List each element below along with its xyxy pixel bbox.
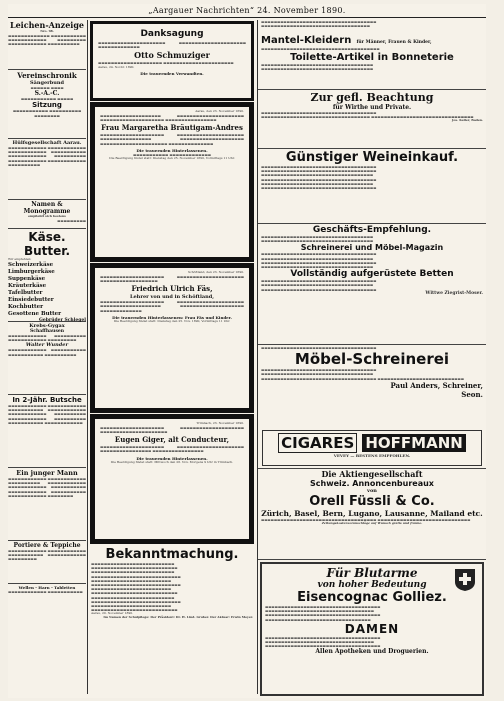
- danksagung-notice: Danksagung ▬▬▬▬▬▬▬▬▬▬▬▬▬▬▬▬▬▬▬▬▬ ▬▬▬▬▬▬▬▬▬▬▬▬▬▬▬▬▬▬▬▬▬ ▬▬▬▬▬▬▬▬▬▬▬▬▬ Otto Schmuziger ▬▬▬▬▬▬▬▬▬▬▬▬▬▬▬▬▬▬▬▬ ▬▬▬▬▬▬▬▬▬▬▬▬▬▬▬▬▬▬▬▬▬▬ Aarau, 24. Novbr. 1890. Die trauernden Verwandten.: [90, 21, 254, 101]
- leichen-text: ▬▬▬▬▬▬▬▬▬▬▬▬▬ ▬▬▬▬▬▬▬▬▬▬▬ ▬▬▬▬▬▬▬▬▬▬▬▬ ▬▬▬▬▬▬▬▬▬ ▬▬▬▬▬▬▬▬▬▬▬▬ ▬▬▬▬▬▬▬▬▬▬: [8, 33, 86, 47]
- vereinschronik-title: Vereinschronik: [17, 71, 77, 80]
- bottom-ad-title: Wellen - Harn - Tabletten: [18, 585, 76, 590]
- portiere-ad: Portiere & Teppiche ▬▬▬▬▬▬▬▬▬▬▬▬ ▬▬▬▬▬▬▬▬▬▬▬▬ ▬▬▬▬▬▬▬▬▬▬▬ ▬▬▬▬▬▬▬▬▬▬▬▬ ▬▬▬▬▬▬▬▬▬: [8, 542, 86, 562]
- header-rule: [8, 17, 486, 18]
- obituary-3-signature: Die trauernden Hinterlassenen.: [136, 455, 208, 461]
- kaese-item: Schweizerkäse: [8, 261, 54, 268]
- leichen-anzeige: [8, 20, 86, 68]
- butsche-ad: In 2-Jähr. Butsche ▬▬▬▬▬▬▬▬▬▬▬▬ ▬▬▬▬▬▬▬▬▬▬▬▬ ▬▬▬▬▬▬▬▬▬▬▬ ▬▬▬▬▬▬▬▬▬▬▬▬ ▬▬▬▬▬▬▬▬▬▬▬▬ ▬▬▬▬▬▬▬▬▬▬ ▬▬▬▬▬▬▬▬▬▬▬▬ ▬▬▬▬▬▬▬▬▬▬ ▬▬▬▬▬▬▬▬▬▬▬ ▬▬▬▬▬▬▬▬▬▬▬▬: [8, 396, 86, 425]
- geschaefts-empfehlung: Geschäfts-Empfehlung. ▬▬▬▬▬▬▬▬▬▬▬▬▬▬▬▬▬▬▬▬▬▬▬▬▬▬▬▬▬▬▬▬▬▬▬ ▬▬▬▬▬▬▬▬▬▬▬▬▬▬▬▬▬▬▬▬▬▬▬▬▬▬▬▬▬▬▬▬▬▬▬ Schreinerei und Möbel-Magazin ▬▬▬▬▬▬▬▬▬▬▬▬▬▬▬▬▬▬▬▬▬▬▬▬▬▬▬▬▬▬▬▬▬▬▬▬ ▬▬▬▬▬▬▬▬▬▬▬▬▬▬▬▬▬▬▬▬▬▬▬▬▬▬▬▬▬▬▬▬▬▬▬ ▬▬▬▬▬▬▬▬▬▬▬▬▬▬▬▬▬▬▬▬▬▬▬▬▬▬▬▬▬▬▬▬▬▬▬▬ ▬▬▬▬▬▬▬▬▬▬▬▬▬▬▬▬▬▬▬▬▬▬▬▬▬▬▬▬▬▬▬▬▬▬▬ Vollständig aufgerüstete Betten ▬▬▬▬▬▬▬▬▬▬▬▬▬▬▬▬▬▬▬▬▬▬▬▬▬▬▬▬▬▬▬▬▬▬▬▬ ▬▬▬▬▬▬▬▬▬▬▬▬▬▬▬▬▬▬▬▬▬▬▬▬▬▬▬▬▬▬▬▬▬▬▬ ▬▬▬▬▬▬▬▬▬▬▬▬▬▬▬▬▬▬▬▬▬▬▬▬▬▬▬▬▬▬▬▬▬▬▬▬ Wittwe Ziegrist-Moser.: [261, 225, 483, 296]
- mantel-suffix: für Männer, Frauen & Kinder,: [356, 40, 432, 46]
- obituary-1-signature: Die trauernden Hinterlassenen.: [136, 147, 208, 153]
- column-left: [8, 20, 86, 694]
- portiere-title: Portiere & Teppiche: [13, 542, 81, 549]
- danksagung-title: Danksagung: [140, 29, 204, 39]
- kaese-item: Suppenkäse: [8, 275, 46, 282]
- anders-place: Seon.: [461, 389, 483, 399]
- ag-subtitle: Schweiz. Annoncenbureaux: [310, 479, 434, 488]
- leichen-title: Leichen-Anzeige: [9, 20, 85, 30]
- obituary-faes: Schöftland, den 23. November 1890. ▬▬▬▬▬▬▬▬▬▬▬▬▬▬▬▬▬▬▬▬ ▬▬▬▬▬▬▬▬▬▬▬▬▬▬▬▬▬▬▬▬▬ ▬▬▬▬▬▬▬▬▬▬▬▬▬▬▬▬▬▬ Friedrich Ulrich Fäs, Lehrer von und in Schöftland, ▬▬▬▬▬▬▬▬▬▬▬▬▬▬▬▬▬▬▬▬ ▬▬▬▬▬▬▬▬▬▬▬▬▬▬▬▬▬▬▬▬▬ ▬▬▬▬▬▬▬▬▬▬▬▬▬▬▬▬▬▬▬ ▬▬▬▬▬▬▬▬▬▬▬▬▬▬▬▬▬▬▬▬ ▬▬▬▬▬▬▬▬▬▬▬▬▬ Die trauernden Hinterlassenen: Frau Fäs und Kinder. Die Beerdigung findet statt: Dienstag den 25. Nov. 1890, Vormittags 11 Uhr.: [90, 263, 254, 413]
- beachtung-ad: Zur gefl. Beachtung für Wirthe und Private. ▬▬▬▬▬▬▬▬▬▬▬▬▬▬▬▬▬▬▬▬▬▬▬▬▬▬▬▬▬▬▬▬▬▬▬▬ ▬▬▬▬▬▬▬▬▬▬▬▬▬▬▬▬▬▬▬▬▬▬▬▬▬▬▬▬▬▬▬▬▬▬ ▬▬▬▬▬▬▬▬▬▬▬▬▬▬▬▬▬▬▬▬▬▬▬▬▬▬▬▬▬▬▬▬ Jos. Keller, Baden.: [261, 91, 483, 123]
- swiss-shield-icon: [454, 568, 476, 592]
- damen-title: DAMEN: [344, 621, 400, 636]
- kaese-item: Gesottene Butter: [8, 310, 62, 317]
- danksagung-place: Aarau, 24. Novbr. 1890.: [98, 64, 135, 69]
- leichen-number: Nro. 98.: [40, 29, 54, 33]
- sac: S.-A.-C.: [34, 90, 60, 98]
- bekanntmachung-title: Bekanntmachung.: [105, 547, 239, 562]
- mantel-kleidern-ad: ▬▬▬▬▬▬▬▬▬▬▬▬▬▬▬▬▬▬▬▬▬▬▬▬▬▬▬▬▬▬▬▬▬▬▬▬ ▬▬▬▬▬▬▬▬▬▬▬▬▬▬▬▬▬▬▬▬▬▬▬▬▬▬▬▬▬▬▬▬▬▬ Mantel-Kleidern für Männer, Frauen & Kinder, ▬▬▬▬▬▬▬▬▬▬▬▬▬▬▬▬▬▬▬▬▬▬▬▬▬▬▬▬▬▬▬▬▬▬▬▬▬ Toilette-Artikel in Bonneterie ▬▬▬▬▬▬▬▬▬▬▬▬▬▬▬▬▬▬▬▬▬▬▬▬▬▬▬▬▬▬▬▬▬▬▬ ▬▬▬▬▬▬▬▬▬▬▬▬▬▬▬▬▬▬▬▬▬▬▬▬▬▬▬▬▬▬▬▬▬▬▬: [258, 20, 486, 88]
- krebs-title: Krebs-Gygax: [29, 323, 65, 329]
- weinkauf-ad: Günstiger Weineinkauf. ▬▬▬▬▬▬▬▬▬▬▬▬▬▬▬▬▬▬▬▬▬▬▬▬▬▬▬▬▬▬▬▬▬▬▬▬ ▬▬▬▬▬▬▬▬▬▬▬▬▬▬▬▬▬▬▬▬▬▬▬▬▬▬▬▬▬▬▬▬▬▬▬▬ ▬▬▬▬▬▬▬▬▬▬▬▬▬▬▬▬▬▬▬▬▬▬▬▬▬▬▬▬▬▬▬▬▬▬▬ ▬▬▬▬▬▬▬▬▬▬▬▬▬▬▬▬▬▬▬▬▬▬▬▬▬▬▬▬▬▬▬▬▬▬▬▬ ▬▬▬▬▬▬▬▬▬▬▬▬▬▬▬▬▬▬▬▬▬▬▬▬▬▬▬▬▬▬▬▬▬▬▬ ▬▬▬▬▬▬▬▬▬▬▬▬▬▬▬▬▬▬▬▬▬▬▬▬▬▬▬▬▬▬▬▬▬▬▬▬: [258, 150, 486, 222]
- danksagung-name: Otto Schmuziger: [134, 50, 210, 61]
- page-header: „Aargauer Nachrichten“ 24. November 1890.: [148, 6, 346, 15]
- cigares-word: CIGARES: [278, 433, 357, 453]
- kaese-list: [8, 262, 86, 318]
- krebs-place: Schaffhausen: [30, 329, 64, 334]
- bedeutung-title: von hoher Bedeutung: [317, 580, 427, 590]
- beachtung-subtitle: für Wirthe und Private.: [332, 104, 412, 111]
- namen-title: Namen & Monogramme: [23, 201, 71, 215]
- kaese-item: Kräuterkäse: [8, 282, 47, 289]
- beachtung-title: Zur gefl. Beachtung: [310, 91, 434, 104]
- column-right: [258, 20, 486, 694]
- huelfsgesellschaft-title: Hülfsgesellschaft Aarau.: [12, 140, 82, 146]
- schreinerei-title: Schreinerei und Möbel-Magazin: [300, 243, 444, 253]
- newspaper-page: [8, 4, 486, 698]
- hoffmann-word: HOFFMANN: [362, 434, 465, 452]
- huelfsgesellschaft: Hülfsgesellschaft Aarau. ▬▬▬▬▬▬▬▬▬▬▬▬ ▬▬▬▬▬▬▬▬▬▬▬▬ ▬▬▬▬▬▬▬▬▬▬▬▬ ▬▬▬▬▬▬▬▬▬▬▬ ▬▬▬▬▬▬▬▬▬▬▬▬ ▬▬▬▬▬▬▬▬▬▬ ▬▬▬▬▬▬▬▬▬▬▬▬ ▬▬▬▬▬▬▬▬▬▬▬▬ ▬▬▬▬▬▬▬▬▬▬: [8, 140, 86, 167]
- vereinschronik: Vereinschronik Sängerbund ▬▬▬▬▬▬ ▬▬▬▬ S.-A.-C. ▬▬▬▬▬▬▬▬▬▬▬ ▬▬▬▬▬ Sitzung ▬▬▬▬▬▬▬▬▬▬▬ ▬▬▬▬▬▬▬▬▬▬ ▬▬▬▬▬▬▬▬: [8, 71, 86, 137]
- junger-mann-ad: Ein junger Mann ▬▬▬▬▬▬▬▬▬▬▬▬ ▬▬▬▬▬▬▬▬▬▬▬▬ ▬▬▬▬▬▬▬▬▬▬ ▬▬▬▬▬▬▬▬▬▬▬▬ ▬▬▬▬▬▬▬▬▬▬▬▬ ▬▬▬▬▬▬▬▬▬▬▬ ▬▬▬▬▬▬▬▬▬▬▬▬ ▬▬▬▬▬▬▬▬▬▬▬ ▬▬▬▬▬▬▬▬▬▬▬▬ ▬▬▬▬▬▬▬▬: [8, 469, 86, 498]
- ag-von: von: [367, 488, 377, 494]
- kaese-title: Käse. Butter.: [23, 230, 71, 258]
- orell-fuessli-ad: Die Aktiengesellschaft Schweiz. Annoncenbureaux von Orell Füssli & Co. Zürich, Basel, Bern, Lugano, Lausanne, Mailand etc. ▬▬▬▬▬▬▬▬▬▬▬▬▬▬▬▬▬▬▬▬▬▬▬▬▬▬▬▬▬▬▬▬▬▬▬▬ ▬▬▬▬▬▬▬▬▬▬▬▬▬▬▬▬▬▬▬▬▬▬▬▬▬▬▬▬▬ Zeitungskostenvoranschläge auf Wunsch gratis und franko.: [258, 468, 486, 560]
- obituary-2-name: Friedrich Ulrich Fäs,: [131, 284, 213, 294]
- ag-cities: Zürich, Basel, Bern, Lugano, Lausanne, Mailand etc.: [261, 509, 483, 518]
- apotheken-footer: Allen Apotheken und Droguerien.: [315, 648, 429, 656]
- obituary-2-place: Schöftland, den 23. November 1890.: [187, 270, 244, 274]
- kaese-sub: Wir empfehlen:: [8, 257, 32, 261]
- obituary-3-place: Trimbach, 23. November 1890.: [196, 421, 244, 425]
- cigares-subtitle: VEVEY — BESTENS EMPFOHLEN.: [333, 453, 411, 458]
- blutarme-title: Für Blutarme: [326, 566, 418, 580]
- geschaefts-title: Geschäfts-Empfehlung.: [312, 225, 432, 235]
- walter-name: Walter Wunder: [25, 342, 69, 349]
- krebs-gygax-ad: Krebs-Gygax Schaffhausen ▬▬▬▬▬▬▬▬▬▬▬▬ ▬▬▬▬▬▬▬▬▬▬ ▬▬▬▬▬▬▬▬▬▬▬▬ ▬▬▬▬▬▬▬▬▬ Walter Wunder ▬▬▬▬▬▬▬▬▬▬▬▬ ▬▬▬▬▬▬▬▬▬▬▬ ▬▬▬▬▬▬▬▬▬▬▬ ▬▬▬▬▬▬▬▬▬▬: [8, 323, 86, 357]
- butsche-title: In 2-Jähr. Butsche: [12, 396, 82, 404]
- danksagung-signature: Die trauernden Verwandten.: [140, 71, 204, 77]
- moebel-schreinerei-ad: ▬▬▬▬▬▬▬▬▬▬▬▬▬▬▬▬▬▬▬▬▬▬▬▬▬▬▬▬▬▬▬▬▬▬▬▬ Möbel-Schreinerei ▬▬▬▬▬▬▬▬▬▬▬▬▬▬▬▬▬▬▬▬▬▬▬▬▬▬▬▬▬▬▬▬▬▬▬▬ ▬▬▬▬▬▬▬▬▬▬▬▬▬▬▬▬▬▬▬▬▬▬▬▬▬▬▬▬▬▬▬▬▬▬▬ ▬▬▬▬▬▬▬▬▬▬▬▬▬▬▬▬▬▬▬▬▬▬▬▬▬▬▬▬▬▬▬▬▬▬▬▬ ▬▬▬▬▬▬▬▬▬▬▬▬▬▬▬▬▬▬▬▬▬▬▬▬▬▬▬ Paul Anders, Schreiner, Seon.: [261, 346, 483, 399]
- junger-mann-title: Ein junger Mann: [16, 469, 78, 477]
- eisencognac-title: Eisencognac Golliez.: [297, 590, 447, 605]
- bottom-ad: Wellen - Harn - Tabletten ▬▬▬▬▬▬▬▬▬▬▬▬ ▬▬▬▬▬▬▬▬▬▬▬: [8, 585, 86, 605]
- ag-title: Die Aktiengesellschaft: [321, 469, 423, 479]
- kaese-item: Limburgerkäse: [8, 268, 55, 275]
- kaese-item: Kochbutter: [8, 303, 43, 310]
- obituary-2-signature: Die trauernden Hinterlassenen: Frau Fäs und Kinder.: [112, 314, 232, 320]
- eisencognac-ad: Für Blutarme von hoher Bedeutung Eisencognac Golliez. ▬▬▬▬▬▬▬▬▬▬▬▬▬▬▬▬▬▬▬▬▬▬▬▬▬▬▬▬▬▬▬▬▬▬▬▬ ▬▬▬▬▬▬▬▬▬▬▬▬▬▬▬▬▬▬▬▬▬▬▬▬▬▬▬▬▬▬▬▬▬▬ ▬▬▬▬▬▬▬▬▬▬▬▬▬▬▬▬▬▬▬▬▬▬▬▬▬▬▬▬▬▬▬▬▬▬▬▬ ▬▬▬▬▬▬▬▬▬▬▬▬▬▬▬▬▬▬▬▬▬▬▬▬▬▬▬▬▬▬▬▬▬ DAMEN ▬▬▬▬▬▬▬▬▬▬▬▬▬▬▬▬▬▬▬▬▬▬▬▬▬▬▬▬▬▬▬▬▬▬▬▬ ▬▬▬▬▬▬▬▬▬▬▬▬▬▬▬▬▬▬▬▬▬▬▬▬▬▬▬▬▬▬▬▬▬▬ ▬▬▬▬▬▬▬▬▬▬▬▬▬▬▬▬▬▬▬▬▬▬▬▬▬▬▬▬▬▬▬▬▬▬▬▬ Allen Apotheken und Droguerien.: [260, 562, 484, 696]
- ag-footer: Zeitungskostenvoranschläge auf Wunsch gratis und franko.: [321, 521, 423, 526]
- bekanntmachung-place: Aarau, 20. November 1890.: [91, 611, 134, 616]
- anders-name: Paul Anders, Schreiner,: [390, 380, 483, 390]
- sitzung: Sitzung: [32, 101, 62, 110]
- betten-signature: Wittwe Ziegrist-Moser.: [425, 290, 483, 296]
- bekanntmachung: Bekanntmachung. ▬▬▬▬▬▬▬▬▬▬▬▬▬▬▬▬▬▬▬▬▬▬▬▬▬▬ ▬▬▬▬▬▬▬▬▬▬▬▬▬▬▬▬▬▬▬▬▬▬▬▬▬▬▬ ▬▬▬▬▬▬▬▬▬▬▬▬▬▬▬▬▬▬▬▬▬▬▬▬▬▬ ▬▬▬▬▬▬▬▬▬▬▬▬▬▬▬▬▬▬▬▬▬▬▬▬▬▬▬▬ ▬▬▬▬▬▬▬▬▬▬▬▬▬▬▬▬▬▬▬▬▬▬▬▬▬ ▬▬▬▬▬▬▬▬▬▬▬▬▬▬▬▬▬▬▬▬▬▬▬▬▬▬▬▬ ▬▬▬▬▬▬▬▬▬▬▬▬▬▬▬▬▬▬▬▬▬▬▬▬▬ ▬▬▬▬▬▬▬▬▬▬▬▬▬▬▬▬▬▬▬▬▬▬▬▬▬▬▬ ▬▬▬▬▬▬▬▬▬▬▬▬▬▬▬▬▬▬▬▬▬▬▬▬▬▬ ▬▬▬▬▬▬▬▬▬▬▬▬▬▬▬▬▬▬▬▬▬▬▬▬▬▬▬▬ ▬▬▬▬▬▬▬▬▬▬▬▬▬▬▬▬▬▬▬▬▬▬▬▬▬ ▬▬▬▬▬▬▬▬▬▬▬▬▬▬▬▬▬▬▬▬▬▬▬▬▬▬▬ Aarau, 20. November 1890. Im Namen der Schulpflege: Der Präsident: Dr. H. Lind. Gruber. Der Aktuar: Erwin Meyer.: [91, 547, 253, 620]
- obituary-2-subtitle: Lehrer von und in Schöftland,: [129, 294, 215, 301]
- obituary-3-footer: Die Beerdigung findet statt: Mittwoch den 26. Nov. Morgens 9 Uhr in Trimbach.: [110, 459, 234, 464]
- obituary-3-name: Eugen Giger, alt Conducteur,: [114, 435, 230, 445]
- beachtung-signature: Jos. Keller, Baden.: [452, 118, 483, 123]
- obituary-1-name: Frau Margaretha Bräutigam-Andres: [101, 123, 243, 133]
- toilette-title: Toilette-Artikel in Bonneterie: [290, 51, 454, 63]
- obituary-braeutigam: Aarau, den 23. November 1890. ▬▬▬▬▬▬▬▬▬▬▬▬▬▬▬▬▬▬▬ ▬▬▬▬▬▬▬▬▬▬▬▬▬▬▬▬▬▬▬▬▬ ▬▬▬▬▬▬▬▬▬▬▬▬▬▬▬▬▬▬▬▬ ▬▬▬▬▬▬▬▬▬▬▬▬▬▬▬▬ Frau Margaretha Bräutigam-Andres ▬▬▬▬▬▬▬▬▬▬▬▬▬▬▬▬▬▬▬▬ ▬▬▬▬▬▬▬▬▬▬▬▬▬▬▬▬▬▬▬▬▬ ▬▬▬▬▬▬▬▬▬▬▬▬▬▬▬▬ ▬▬▬▬▬▬▬▬▬▬▬▬▬▬▬▬▬▬▬▬ ▬▬▬▬▬▬▬▬▬▬▬▬▬▬▬▬▬▬▬▬▬ ▬▬▬▬▬▬▬▬▬▬▬▬▬▬ Die trauernden Hinterlassenen. ▬▬▬▬▬▬▬▬▬▬▬ ▬▬▬▬▬▬▬▬▬▬▬▬▬ Die Beerdigung findet statt: Dienstag den 25. November 1890, Vormittags 11 Uhr.: [90, 102, 254, 262]
- betten-title: Vollständig aufgerüstete Betten: [290, 269, 454, 280]
- namen-monogramme: Namen & Monogramme empfiehlt sich bestens ▬▬▬▬▬▬▬▬▬: [8, 201, 86, 227]
- mantel-title: Mantel-Kleidern: [261, 35, 352, 47]
- obituary-giger: Trimbach, 23. November 1890. ▬▬▬▬▬▬▬▬▬▬▬▬▬▬▬▬▬▬▬▬ ▬▬▬▬▬▬▬▬▬▬▬▬▬▬▬▬▬▬▬▬ ▬▬▬▬▬▬▬▬▬▬▬▬▬▬▬▬▬▬▬▬▬ Eugen Giger, alt Conducteur, ▬▬▬▬▬▬▬▬▬▬▬▬▬▬▬▬▬▬▬▬ ▬▬▬▬▬▬▬▬▬▬▬▬▬▬▬▬▬▬▬▬▬ ▬▬▬▬▬▬▬▬▬▬▬▬▬▬▬▬ ▬▬▬▬▬▬▬▬▬▬▬▬▬▬▬▬ Die trauernden Hinterlassenen. Die Beerdigung findet statt: Mittwoch den 26. Nov. Morgens 9 Uhr in Trimbach.: [90, 414, 254, 544]
- saengerbund: Sängerbund: [29, 80, 65, 86]
- obituary-1-place: Aarau, den 23. November 1890.: [195, 109, 244, 113]
- kaese-item: Einsiedebutter: [8, 296, 54, 303]
- bekanntmachung-signature: Im Namen der Schulpflege: Der Präsident: Dr. H. Lind. Gruber. Der Aktuar: Erwin Meyer.: [103, 615, 253, 620]
- moebel-title: Möbel-Schreinerei: [294, 350, 450, 369]
- ag-name: Orell Füssli & Co.: [309, 494, 435, 509]
- kaese-signature: Gebrüder Schlegel: [39, 317, 86, 323]
- kaese-butter-ad: [8, 230, 86, 323]
- column-middle: [88, 20, 256, 694]
- obituary-2-footer: Die Beerdigung findet statt: Dienstag den 25. Nov. 1890, Vormittags 11 Uhr.: [113, 318, 231, 323]
- cigares-ad: [262, 430, 482, 466]
- obituary-1-footer: Die Beerdigung findet statt: Dienstag den 25. November 1890, Vormittags 11 Uhr.: [109, 155, 235, 160]
- weinkauf-title: Günstiger Weineinkauf.: [285, 150, 459, 165]
- kaese-item: Tafelbutter: [8, 289, 43, 296]
- namen-sub: empfiehlt sich bestens: [28, 214, 66, 218]
